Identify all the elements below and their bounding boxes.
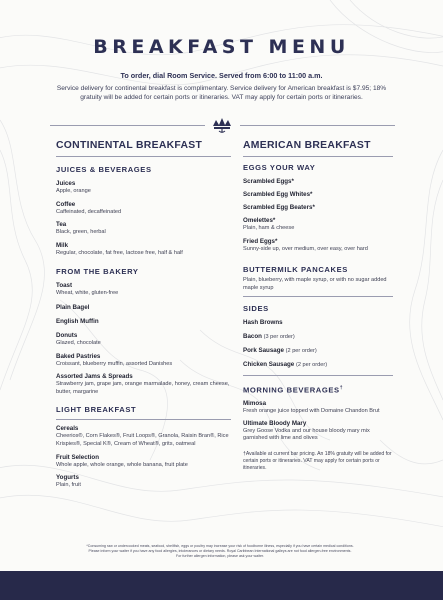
item-name: Tea <box>56 221 67 229</box>
menu-item <box>243 400 393 416</box>
item-desc: Whole apple, whole orange, whole banana, fruit plate <box>56 461 188 468</box>
side-note: (3 per order) <box>263 334 295 341</box>
item-name: Coffee <box>56 200 76 208</box>
menu-item <box>56 425 231 448</box>
light-title: LIGHT BREAKFAST <box>56 405 137 415</box>
pancakes-section <box>243 265 393 297</box>
item-desc: Apple, orange <box>56 188 91 194</box>
menu-item <box>56 474 231 490</box>
menu-item <box>243 319 393 327</box>
item-name: Fried Eggs* <box>243 237 278 245</box>
menu-title: BREAKFAST MENU <box>93 36 350 58</box>
item-name: Scrambled Egg Whites* <box>243 191 313 198</box>
item-desc: Caffeinated, decaffeinated <box>56 208 122 215</box>
item-name: Yogurts <box>56 474 79 482</box>
bottom-band <box>0 571 443 600</box>
menu-item <box>243 217 393 233</box>
menu-item <box>56 304 231 312</box>
item-name: Toast <box>56 282 73 290</box>
item-name: Omelettes* <box>243 217 276 224</box>
header-divider-right <box>240 125 395 126</box>
item-desc: Wheat, white, gluten-free <box>56 290 119 297</box>
item-desc: Grey Goose Vodka and our house bloody mary mix garnished with lime and olives <box>243 427 370 442</box>
juices-section <box>56 165 231 257</box>
section-rule <box>243 296 393 297</box>
menu-item <box>243 178 393 186</box>
item-desc: Plain, fruit <box>56 482 81 489</box>
continental-column <box>56 140 231 490</box>
menu-item <box>243 333 393 341</box>
header-divider-left <box>50 125 205 126</box>
section-rule <box>243 156 393 157</box>
footer-line: *Consuming raw or undercooked meats, seafood, shellfish, eggs or poultry may increase your risk of foodborne illness, especially if you have certain medical conditions. <box>86 544 354 548</box>
menu-item <box>56 242 231 258</box>
bakery-section <box>56 267 231 396</box>
menu-item <box>243 238 393 254</box>
service-note: Service delivery for continental breakfast is complimentary. Service delivery for American breakfast is $7.95; 18% gratuity will be added for certain ports or itineraries. VAT may apply for certain ports or itineraries. <box>56 85 387 101</box>
item-name <box>243 333 393 341</box>
item-name: Cereals <box>56 425 79 433</box>
morning-title-text: MORNING BEVERAGES <box>243 385 340 395</box>
footer-line: Please inform your waiter if you have any food allergies, intolerances or dietary needs. Royal Caribbean International galleys are not food allergen-free environments. <box>88 549 352 553</box>
beverage-footnote: †Available at current bar pricing. An 18% gratuity will be added for certain ports or itineraries. VAT may apply for certain ports or itineraries. <box>243 450 392 471</box>
item-name: Mimosa <box>243 399 267 407</box>
morning-title <box>243 383 393 396</box>
side-note: (2 per order) <box>285 348 317 355</box>
menu-item <box>56 454 231 470</box>
side-name: Hash Browns <box>243 319 283 327</box>
pancakes-title: BUTTERMILK PANCAKES <box>243 265 348 275</box>
footer-line: For further allergen information, please ask your waiter. <box>176 554 264 558</box>
item-name <box>243 347 393 355</box>
eggs-section <box>243 163 393 253</box>
sides-section <box>243 304 393 376</box>
crown-anchor-icon <box>211 117 233 133</box>
item-desc: Strawberry jam, grape jam, orange marmalade, honey, cream cheese, butter, margarine <box>56 381 230 395</box>
menu-item <box>56 318 231 326</box>
menu-header <box>0 36 443 102</box>
item-name: English Muffin <box>56 317 99 325</box>
sides-title: SIDES <box>243 304 269 314</box>
item-desc: Plain, ham & cheese <box>243 225 295 231</box>
item-name: Fruit Selection <box>56 453 99 461</box>
pancakes-desc: Plain, blueberry, with maple syrup, or with no sugar added maple syrup <box>243 277 387 291</box>
item-name: Scrambled Egg Beaters* <box>243 204 315 211</box>
menu-item <box>56 180 231 196</box>
side-name: Chicken Sausage <box>243 361 295 369</box>
item-desc: Glazed, chocolate <box>56 339 101 346</box>
juices-title: JUICES & BEVERAGES <box>56 165 152 174</box>
menu-item <box>243 361 393 369</box>
menu-item <box>56 201 231 217</box>
item-name: Donuts <box>56 331 78 339</box>
continental-title: CONTINENTAL BREAKFAST <box>56 140 203 151</box>
section-rule <box>56 156 231 157</box>
item-desc: Fresh orange juice topped with Domaine Chandon Brut <box>243 407 380 414</box>
section-rule <box>243 375 393 376</box>
item-desc: Cheerios®, Corn Flakes®, Fruit Loops®, Granola, Raisin Bran®, Rice Krispies®, Special K®, Cream of Wheat®, grits, oatmeal <box>56 433 229 447</box>
menu-item <box>56 221 231 237</box>
eggs-title: EGGS YOUR WAY <box>243 163 316 172</box>
item-name: Scrambled Eggs* <box>243 178 294 185</box>
item-desc: Black, green, herbal <box>56 229 106 236</box>
item-name: Assorted Jams & Spreads <box>56 373 133 381</box>
morning-section <box>243 383 393 471</box>
item-name: Baked Pastries <box>56 352 101 360</box>
bakery-title: FROM THE BAKERY <box>56 267 139 277</box>
item-name <box>243 361 393 369</box>
menu-item <box>243 420 393 443</box>
item-name: Plain Bagel <box>56 303 90 311</box>
american-column <box>243 140 393 472</box>
item-desc: Croissant, blueberry muffin, assorted Danishes <box>56 360 173 367</box>
menu-item <box>243 191 393 199</box>
item-desc: Regular, chocolate, fat free, lactose free, half & half <box>56 249 183 256</box>
side-note: (2 per order) <box>295 362 328 369</box>
menu-item <box>243 347 393 355</box>
menu-item <box>243 204 393 212</box>
item-name: Juices <box>56 180 76 187</box>
light-section <box>56 405 231 489</box>
item-name <box>243 319 393 327</box>
allergen-footer <box>40 544 400 559</box>
item-desc: Sunny-side up, over medium, over easy, over hard <box>243 245 368 252</box>
side-name: Bacon <box>243 333 262 341</box>
item-name: Milk <box>56 241 69 249</box>
item-name: Ultimate Bloody Mary <box>243 419 307 427</box>
menu-item <box>56 373 231 396</box>
american-title: AMERICAN BREAKFAST <box>243 140 371 151</box>
menu-item <box>56 332 231 348</box>
order-instructions: To order, dial Room Service. Served from 6:00 to 11:00 a.m. <box>120 71 323 80</box>
menu-item <box>56 353 231 369</box>
menu-item <box>56 282 231 298</box>
side-name: Pork Sausage <box>243 347 284 355</box>
morning-title-mark: † <box>339 385 344 392</box>
section-rule <box>56 419 231 420</box>
